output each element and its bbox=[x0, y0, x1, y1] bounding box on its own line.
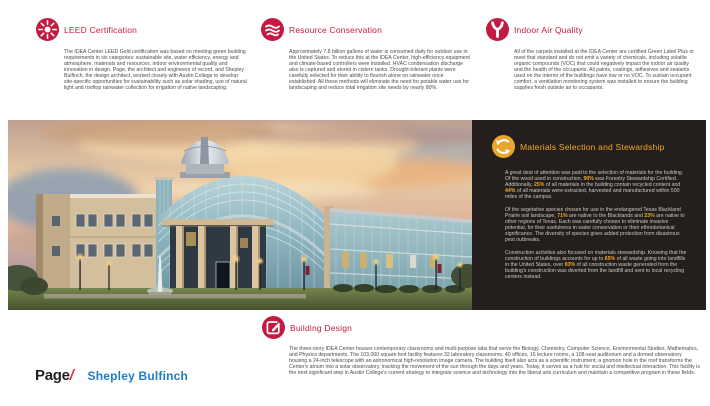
section-indoor-air-quality bbox=[486, 18, 698, 91]
section-title: Building Design bbox=[290, 322, 353, 333]
recycle-icon bbox=[492, 135, 515, 158]
materials-paragraphs bbox=[505, 170, 690, 280]
sprout-icon bbox=[486, 18, 509, 41]
building-photo bbox=[8, 120, 472, 310]
shepley-bulfinch-logo: Shepley Bulfinch bbox=[87, 369, 189, 383]
page-logo-text: Page bbox=[35, 367, 70, 384]
section-title: Indoor Air Quality bbox=[514, 24, 583, 35]
section-leed-certification bbox=[36, 18, 248, 91]
section-header bbox=[262, 316, 708, 339]
footer-logos bbox=[35, 367, 188, 384]
section-title: Resource Conservation bbox=[289, 24, 383, 35]
section-header bbox=[486, 18, 698, 41]
section-header bbox=[36, 18, 248, 41]
panel-title: Materials Selection and Stewardship bbox=[520, 141, 665, 152]
section-header bbox=[261, 18, 473, 41]
page-logo-slash: / bbox=[69, 367, 74, 384]
section-body: All of the carpets installed at the IDEA Center are certified Green Label Plus or meet that standard and do not emit a variety of chemicals, including volatile organic compounds (VOC) that could negatively impact the indoor air quality and the health of the occupants. All paints, coatings, adhesives and sealants used on the interior of the buildings have low or no VOC. To sustain occupant comfort, a ventilation monitoring system was installed to ensure the building supplies fresh outside air to occupants. bbox=[514, 49, 694, 91]
materials-paragraph: Of the vegetative species chosen for use in the endangered Texas Blackland Prairie soil landscape, 71% are native to the Blacklands and 23% are native to other regions of Texas. Each was carefully chosen to eliminate invasive potential, for their usefulness in water conservation or their ethnobotanical significance. The diversity of species gives added protection from disastrous pest outbreaks. bbox=[505, 207, 685, 243]
section-body: The three-story IDEA Center houses contemporary classrooms and multi-purpose labs that serve the Biology, Chemistry, Computer Science, Environmental Studies, Mathematics, and Physics departments. The 103,000 square foot facility features 32 laboratory classrooms, 40 offices, 16 lecture rooms, a 108-seat auditorium and a domed observatory housing a 24-inch telescope with an astronomical high-resolution image camera. The building itself also acts as a scientific instrument; a gnomon hole in the roof transforms the Center's atrium into a solar observatory, tracking the movement of the sun through the days and years. Today, it serves as a hub for social and intellectual interaction. This facility is the next significant step in Austin College's current strategy to integrate science and technology into the liberal arts curriculum and maintain a competitive program in these fields. bbox=[289, 346, 700, 376]
materials-panel bbox=[472, 120, 706, 310]
pencil-square-icon bbox=[262, 316, 285, 339]
section-body: The IDEA Center LEED Gold certification was based on meeting green building requirements in six categories: sustainable site, water efficiency, energy and atmosphere, materials and resources, indoor environmental quality and innovation in design. Page, the architect and engineers of record, and Shepley Bulfinch, the design architect, worked closely with Austin College to develop site-specific opportunities for sustainability such as solar shading, use of natural light and rooftop rainwater collection for irrigation of native landscaping. bbox=[64, 49, 247, 91]
section-title: LEED Certification bbox=[64, 24, 138, 35]
sun-icon bbox=[36, 18, 59, 41]
section-body: Approximately 7.8 billion gallons of water is consumed daily for outdoor use in the United States. To reduce this at the IDEA Center, high-efficiency equipment and climate-based controllers were installed. HVAC condensation discharge also is captured and stored in cistern tanks. Drought-tolerant plants were carefully selected for their ability to flourish alone on rainwater once established. All these methods will eliminate the need for potable water use for landscaping and reduce total irrigation site needs by nearly 80%. bbox=[289, 49, 470, 91]
materials-paragraph: A great deal of attention was paid to the selection of materials for the building. Of the wood used in construction, 90% was Forestry Stewardship Certified. Additionally, 25% of all materials in the building contain recycled content and 44% of all materials were extracted, harvested and manufactured within 500 miles of the campus. bbox=[505, 170, 684, 200]
panel-header bbox=[472, 120, 706, 158]
water-icon bbox=[261, 18, 284, 41]
page-logo bbox=[35, 367, 74, 384]
section-building-design bbox=[262, 316, 708, 376]
materials-paragraph: Construction activities also focused on materials stewardship. Knowing that the construction of buildings accounts for up to 65% of all waste going into landfills in the United States, over 83% of all construction waste generated from the building's construction was diverted from the landfill and sent to local recycling centers instead. bbox=[505, 250, 687, 280]
section-resource-conservation bbox=[261, 18, 473, 91]
